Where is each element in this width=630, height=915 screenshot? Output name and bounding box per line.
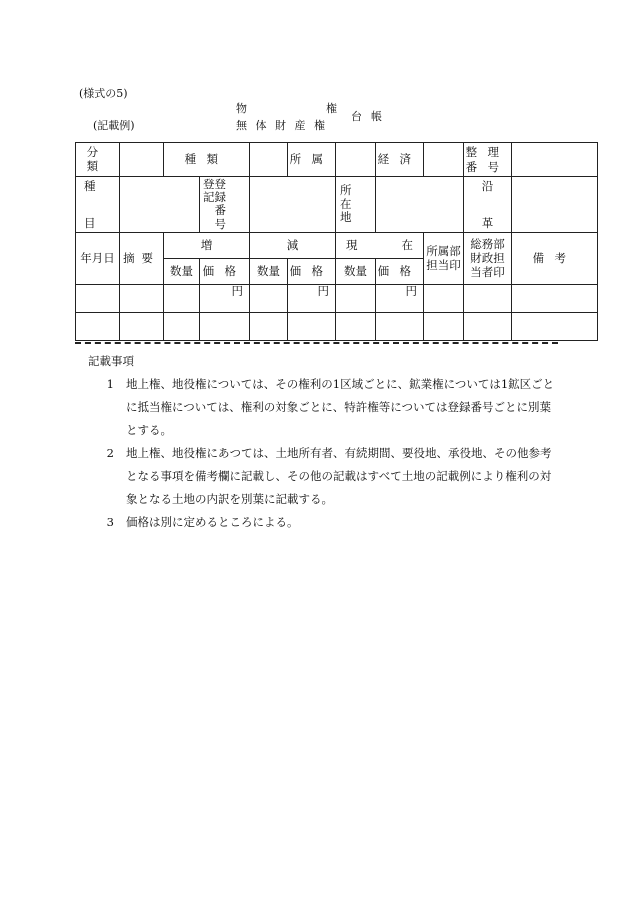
title-upper-right: 権	[326, 102, 337, 115]
label-bango: 番号	[465, 159, 510, 174]
label-seiri: 整理	[465, 145, 510, 160]
table-cell	[464, 313, 512, 341]
cell-shozaichi-value	[376, 177, 464, 233]
label-general-3: 当者印	[470, 264, 505, 279]
table-cell	[376, 313, 424, 341]
label-current-suffix: 在	[401, 237, 414, 252]
cell-shozoku-value	[336, 143, 376, 177]
form-number: (様式の5)	[79, 87, 128, 100]
cell-seiri-value	[512, 143, 598, 177]
label-enkaku-2: 革	[481, 215, 494, 230]
cell-shozoku: 所属	[288, 143, 336, 177]
example-label: (記載例)	[93, 119, 135, 132]
col-increase: 増	[164, 233, 250, 259]
table-row	[76, 285, 598, 313]
label-dept-1: 所属部	[426, 243, 461, 258]
table-cell	[464, 285, 512, 313]
col-decrease-price: 価格	[288, 259, 336, 285]
table-cell	[336, 285, 376, 313]
cell-shumoku-value	[120, 177, 200, 233]
col-increase-price: 価格	[200, 259, 250, 285]
col-remarks: 備考	[512, 233, 598, 285]
table-cell	[164, 285, 200, 313]
cell-shurui: 種類	[164, 143, 250, 177]
label-toroku-e: 登	[214, 176, 226, 191]
table-cell	[512, 285, 598, 313]
cell-toroku	[200, 177, 250, 233]
list-item	[88, 373, 560, 442]
label-shozaichi-2: 在	[340, 196, 352, 211]
cell-seiri-bango	[464, 143, 512, 177]
table-cell	[250, 313, 288, 341]
col-decrease: 減	[250, 233, 336, 259]
table-cell	[120, 285, 164, 313]
table-cell	[76, 313, 120, 341]
note-text: 地上権、地役権にあつては、土地所有者、有続期間、要役地、承役地、その他参考となる事項を備考欄に記載し、その他の記載はすべて土地の記載例により権利の対象となる土地の内訳を別葉に記載する。	[126, 446, 552, 506]
notes-heading: 記載事項	[88, 354, 134, 368]
cell-keizai-value	[424, 143, 464, 177]
table-row	[76, 313, 598, 341]
ledger-table	[75, 142, 598, 341]
cell-enkaku	[464, 177, 512, 233]
cell-bunrui-value	[120, 143, 164, 177]
cell-toroku-value	[250, 177, 336, 233]
table-cell	[200, 313, 250, 341]
cell-shurui-value	[250, 143, 288, 177]
cell-enkaku-value	[512, 177, 598, 233]
col-summary: 摘要	[120, 233, 164, 285]
label-dept-2: 担当印	[426, 257, 461, 272]
table-cell	[164, 313, 200, 341]
note-number: 3	[106, 515, 114, 529]
table-cell	[424, 285, 464, 313]
label-enkaku-1: 沿	[481, 179, 494, 193]
title-suffix: 台帳	[351, 110, 391, 123]
label-toroku-b: 記	[203, 190, 215, 205]
col-date: 年月日	[76, 233, 120, 285]
title-upper-left: 物	[236, 102, 247, 115]
list-item	[88, 511, 560, 534]
label-general-2: 財政担	[470, 250, 505, 265]
table-cell	[288, 313, 336, 341]
label-toroku-f: 録	[214, 190, 226, 205]
note-text: 価格は別に定めるところによる。	[126, 515, 299, 529]
col-current-price: 価格	[376, 259, 424, 285]
label-shozaichi-3: 地	[340, 209, 352, 224]
table-cell: 円	[376, 285, 424, 313]
table-bottom-rule	[75, 342, 558, 344]
note-number: 2	[106, 446, 114, 460]
label-current: 現	[346, 237, 358, 252]
table-cell: 円	[288, 285, 336, 313]
table-cell	[76, 285, 120, 313]
cell-keizai: 経済	[376, 143, 424, 177]
label-shumoku-1: 種	[84, 179, 96, 193]
cell-shozaichi	[336, 177, 376, 233]
table-cell	[120, 313, 164, 341]
col-current-qty: 数量	[336, 259, 376, 285]
cell-shumoku	[76, 177, 120, 233]
title-lower: 無体財産権	[236, 119, 334, 132]
notes-section	[88, 350, 560, 534]
table-cell	[424, 313, 464, 341]
label-shozaichi-1: 所	[340, 183, 352, 198]
col-dept-stamp	[424, 233, 464, 285]
col-decrease-qty: 数量	[250, 259, 288, 285]
note-text: 地上権、地役権については、その権利の1区域ごとに、鉱業権については1鉱区ごとに抵当権については、権利の対象ごとに、特許権等については登録番号ごとに別葉とする。	[126, 377, 555, 437]
list-item	[88, 442, 560, 511]
label-general-1: 総務部	[470, 236, 505, 251]
col-increase-qty: 数量	[164, 259, 200, 285]
cell-bunrui: 分類	[76, 143, 120, 177]
col-general	[464, 233, 512, 285]
table-cell	[512, 313, 598, 341]
label-toroku-a: 登	[203, 176, 215, 191]
label-shumoku-2: 目	[84, 215, 96, 230]
table-cell	[336, 313, 376, 341]
label-toroku-d: 号	[214, 216, 226, 231]
note-number: 1	[106, 377, 114, 391]
col-current	[336, 233, 424, 259]
table-cell: 円	[200, 285, 250, 313]
label-toroku-c: 番	[214, 203, 226, 218]
table-cell	[250, 285, 288, 313]
